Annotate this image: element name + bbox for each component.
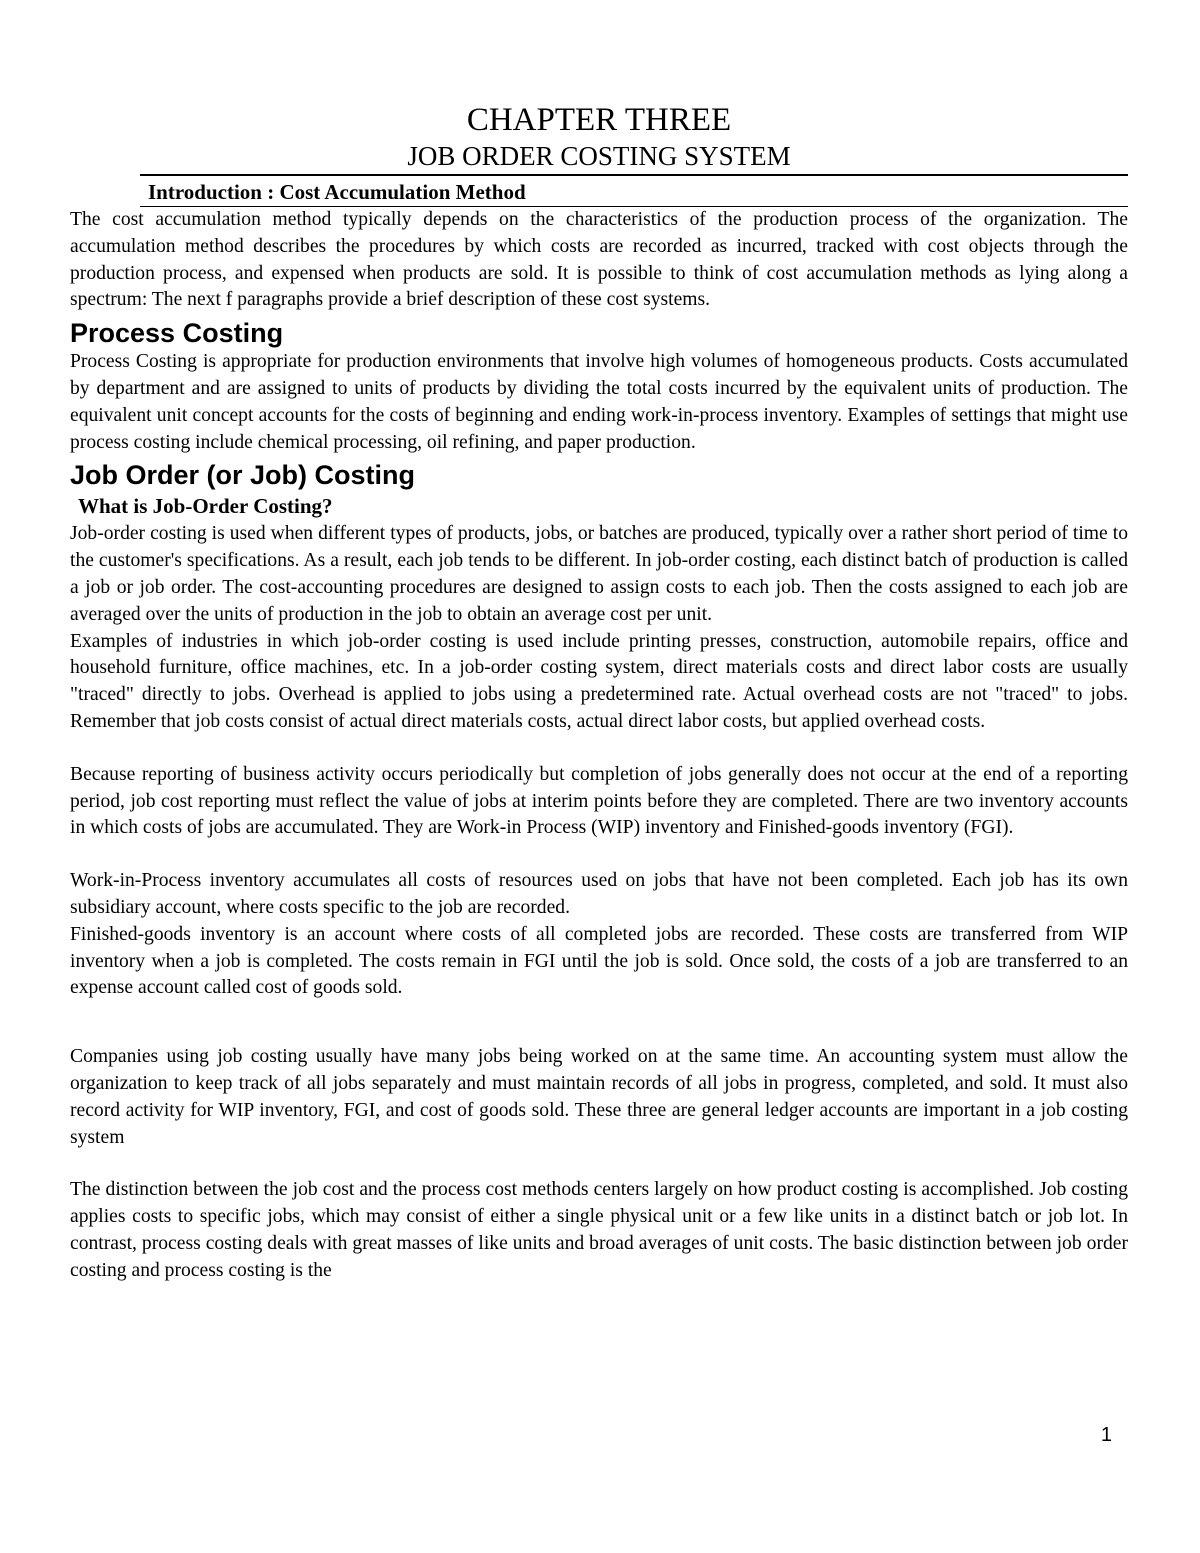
document-page bbox=[70, 100, 1128, 1285]
paragraph-gap bbox=[70, 1151, 1128, 1177]
paragraph-gap bbox=[70, 736, 1128, 762]
chapter-label: CHAPTER THREE bbox=[466, 102, 732, 138]
job-costing-heading: Job Order (or Job) Costing bbox=[70, 460, 416, 491]
page-number: 1 bbox=[1100, 1424, 1112, 1446]
process-costing-paragraph: Process Costing is appropriate for production environments that involve high volumes of homogeneous products. Costs accumulated by department and are assigned to units of products by dividing the total costs incurred by the equivalent units of production. The equivalent unit concept accounts for the costs of beginning and ending work-in-process inventory. Examples of settings that might use process costing include chemical processing, oil refining, and paper production. bbox=[70, 351, 1128, 453]
job-costing-paragraph: Finished-goods inventory is an account where costs of all completed jobs are recorded. These costs are transferred from WIP inventory when a job is completed. The costs remain in FGI until the job is sold. Once sold, the costs of a job are transferred to an expense account called cost of goods sold. bbox=[70, 923, 1128, 999]
job-costing-paragraph: Job-order costing is used when different types of products, jobs, or batches are produced, typically over a rather short period of time to the customer's specifications. As a result, each job tends to be different. In job-order costing, each distinct batch of production is called a job or job order. The cost-accounting procedures are designed to assign costs to each job. Then the costs assigned to each job are averaged over the units of production in the job to obtain an average cost per unit. bbox=[70, 523, 1128, 625]
job-costing-paragraph: Companies using job costing usually have many jobs being worked on at the same time. An accounting system must allow the organization to keep track of all jobs separately and must maintain records of all jobs in progress, completed, and sold. It must also record activity for WIP inventory, FGI, and cost of goods sold. These three are general ledger accounts are important in a job costing system bbox=[70, 1046, 1128, 1148]
job-costing-subheading: What is Job-Order Costing? bbox=[78, 494, 333, 519]
paragraph-gap bbox=[70, 842, 1128, 868]
title-divider bbox=[140, 174, 1128, 176]
job-costing-paragraph: Work-in-Process inventory accumulates all costs of resources used on jobs that have not been completed. Each job has its own subsidiary account, where costs specific to the job are recorded. bbox=[70, 870, 1128, 918]
intro-paragraph: The cost accumulation method typically depends on the characteristics of the production process of the organization. The accumulation method describes the procedures by which costs are recorded as incurred, tracked with cost objects through the production process, and expensed when products are sold. It is possible to think of cost accumulation methods as lying along a spectrum: The next f paragraphs provide a brief description of these cost systems. bbox=[70, 209, 1128, 311]
job-costing-paragraph: Because reporting of business activity occurs periodically but completion of jobs generally does not occur at the end of a reporting period, job cost reporting must reflect the value of jobs at interim points before they are completed. There are two inventory accounts in which costs of jobs are accumulated. They are Work-in Process (WIP) inventory and Finished-goods inventory (FGI). bbox=[70, 763, 1128, 839]
job-costing-paragraph: Examples of industries in which job-order costing is used include printing presses, construction, automobile repairs, office and household furniture, office machines, etc. In a job-order costing system, direct materials costs and direct labor costs are usually "traced" directly to jobs. Overhead is applied to jobs using a predetermined rate. Actual overhead costs are not "traced" to jobs. Remember that job costs consist of actual direct materials costs, actual direct labor costs, but applied overhead costs. bbox=[70, 630, 1128, 732]
intro-heading: Introduction : Cost Accumulation Method bbox=[148, 180, 526, 204]
job-costing-paragraph: The distinction between the job cost and the process cost methods centers largely on how product costing is accomplished. Job costing applies costs to specific jobs, which may consist of either a single physical unit or a few like units in a distinct batch or job lot. In contrast, process costing deals with great masses of like units and broad averages of unit costs. The basic distinction between job order costing and process costing is the bbox=[70, 1179, 1128, 1281]
chapter-title: JOB ORDER COSTING SYSTEM bbox=[407, 141, 791, 171]
process-costing-heading: Process Costing bbox=[70, 318, 284, 349]
paragraph-gap bbox=[70, 1002, 1128, 1044]
